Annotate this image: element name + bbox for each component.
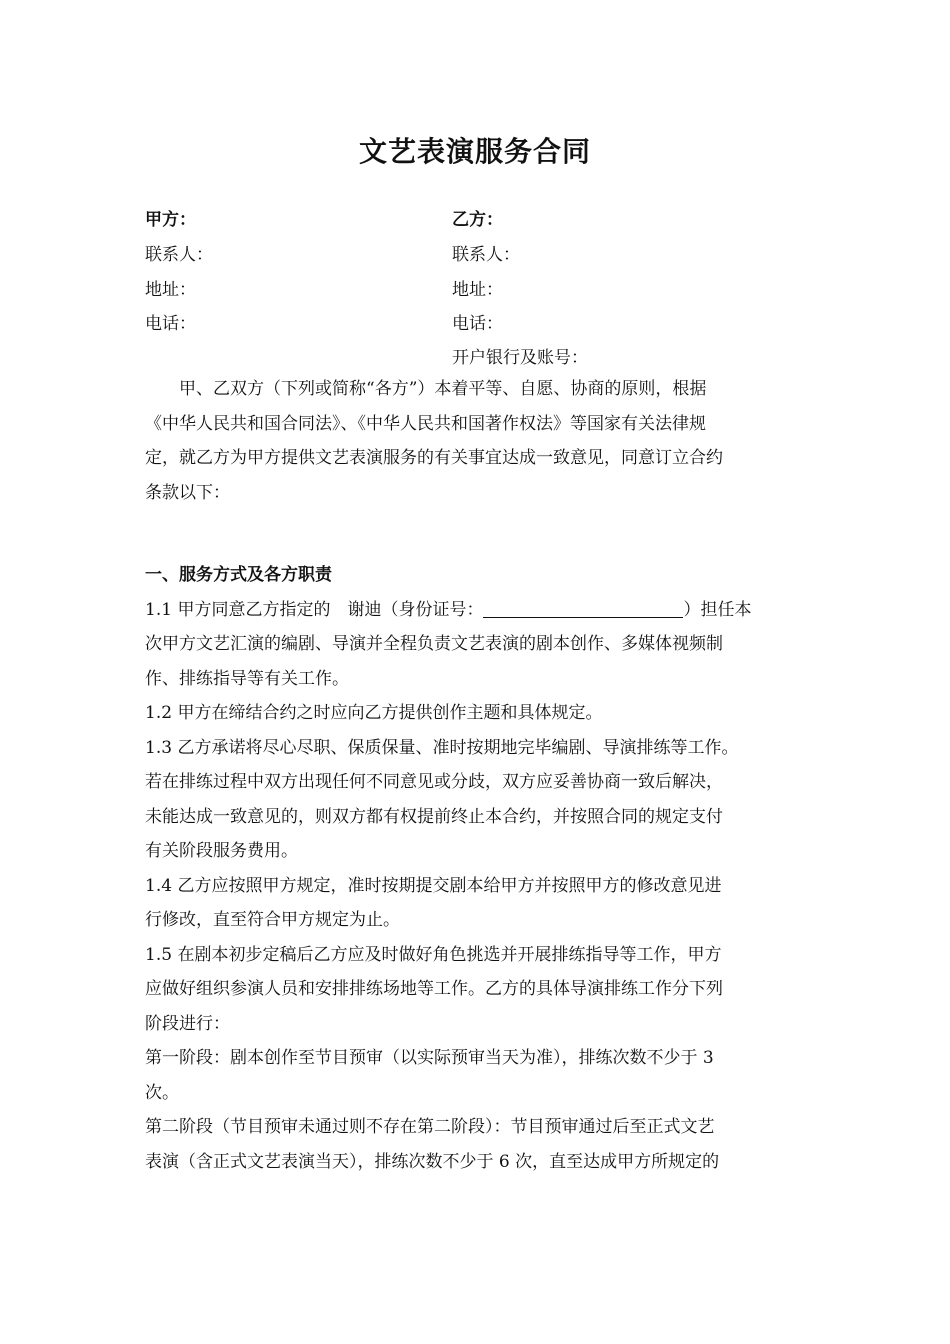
preamble-line: 定，就乙方为甲方提供文艺表演服务的有关事宜达成一致意见，同意订立合约 bbox=[145, 448, 723, 468]
party-a-address: 地址： bbox=[145, 280, 196, 300]
clause-1-3-line: 有关阶段服务费用。 bbox=[145, 841, 298, 861]
stage-2-line: 第二阶段（节目预审未通过则不存在第二阶段）：节目预审通过后至正式文艺 bbox=[145, 1117, 715, 1137]
party-a-label: 甲方： bbox=[145, 210, 196, 230]
clause-1-2: 1.2 甲方在缔结合约之时应向乙方提供创作主题和具体规定。 bbox=[145, 703, 603, 723]
clause-1-1 bbox=[145, 593, 805, 628]
clause-1-3-line: 1.3 乙方承诺将尽心尽职、保质保量、准时按期地完毕编剧、导演排练等工作。 bbox=[145, 737, 739, 758]
section-1-heading: 一、服务方式及各方职责 bbox=[145, 565, 332, 585]
party-b-address: 地址： bbox=[452, 280, 503, 300]
party-b-label: 乙方： bbox=[452, 210, 503, 230]
id-number-blank bbox=[483, 599, 683, 618]
clause-1-1-pre: 1.1 甲方同意乙方指定的 谢迪（身份证号： bbox=[145, 599, 484, 620]
section-1 bbox=[145, 558, 805, 1179]
clause-1-3-line: 若在排练过程中双方出现任何不同意见或分歧，双方应妥善协商一致后解决， bbox=[145, 772, 723, 792]
party-b-bank: 开户银行及账号： bbox=[452, 348, 588, 368]
clause-1-1-line: 次甲方文艺汇演的编剧、导演并全程负责文艺表演的剧本创作、多媒体视频制 bbox=[145, 634, 723, 654]
preamble-line: 甲、乙双方（下列或简称“各方”）本着平等、自愿、协商的原则，根据 bbox=[179, 379, 707, 399]
preamble-line: 《中华人民共和国合同法》、《中华人民共和国著作权法》等国家有关法律规 bbox=[145, 413, 706, 434]
clause-1-3-line: 未能达成一致意见的，则双方都有权提前终止本合约，并按照合同的规定支付 bbox=[145, 806, 723, 827]
clause-1-5-line: 应做好组织参演人员和安排排练场地等工作。乙方的具体导演排练工作分下列 bbox=[145, 979, 723, 999]
clause-1-5-line: 阶段进行： bbox=[145, 1013, 230, 1034]
clause-1-1-line: 作、排练指导等有关工作。 bbox=[145, 668, 349, 689]
clause-1-5-line: 1.5 在剧本初步定稿后乙方应及时做好角色挑选并开展排练指导等工作，甲方 bbox=[145, 944, 722, 965]
document-title: 文艺表演服务合同 bbox=[358, 135, 591, 168]
preamble-line: 条款以下： bbox=[145, 482, 230, 503]
party-b-contact: 联系人： bbox=[452, 245, 520, 265]
stage-2-line: 表演（含正式文艺表演当天），排练次数不少于 6 次，直至达成甲方所规定的 bbox=[145, 1151, 720, 1172]
clause-1-1-post: ）担任本 bbox=[683, 599, 752, 620]
clause-1-4-line: 1.4 乙方应按照甲方规定，准时按期提交剧本给甲方并按照甲方的修改意见进 bbox=[145, 875, 722, 896]
party-b-phone: 电话： bbox=[452, 314, 503, 334]
party-a-contact: 联系人： bbox=[145, 245, 213, 265]
party-a-phone: 电话： bbox=[145, 314, 196, 334]
stage-1-line: 次。 bbox=[145, 1082, 179, 1103]
clause-1-4-line: 行修改，直至符合甲方规定为止。 bbox=[145, 910, 400, 930]
stage-1-line: 第一阶段：剧本创作至节目预审（以实际预审当天为准），排练次数不少于 3 bbox=[145, 1048, 714, 1068]
preamble bbox=[145, 372, 805, 510]
